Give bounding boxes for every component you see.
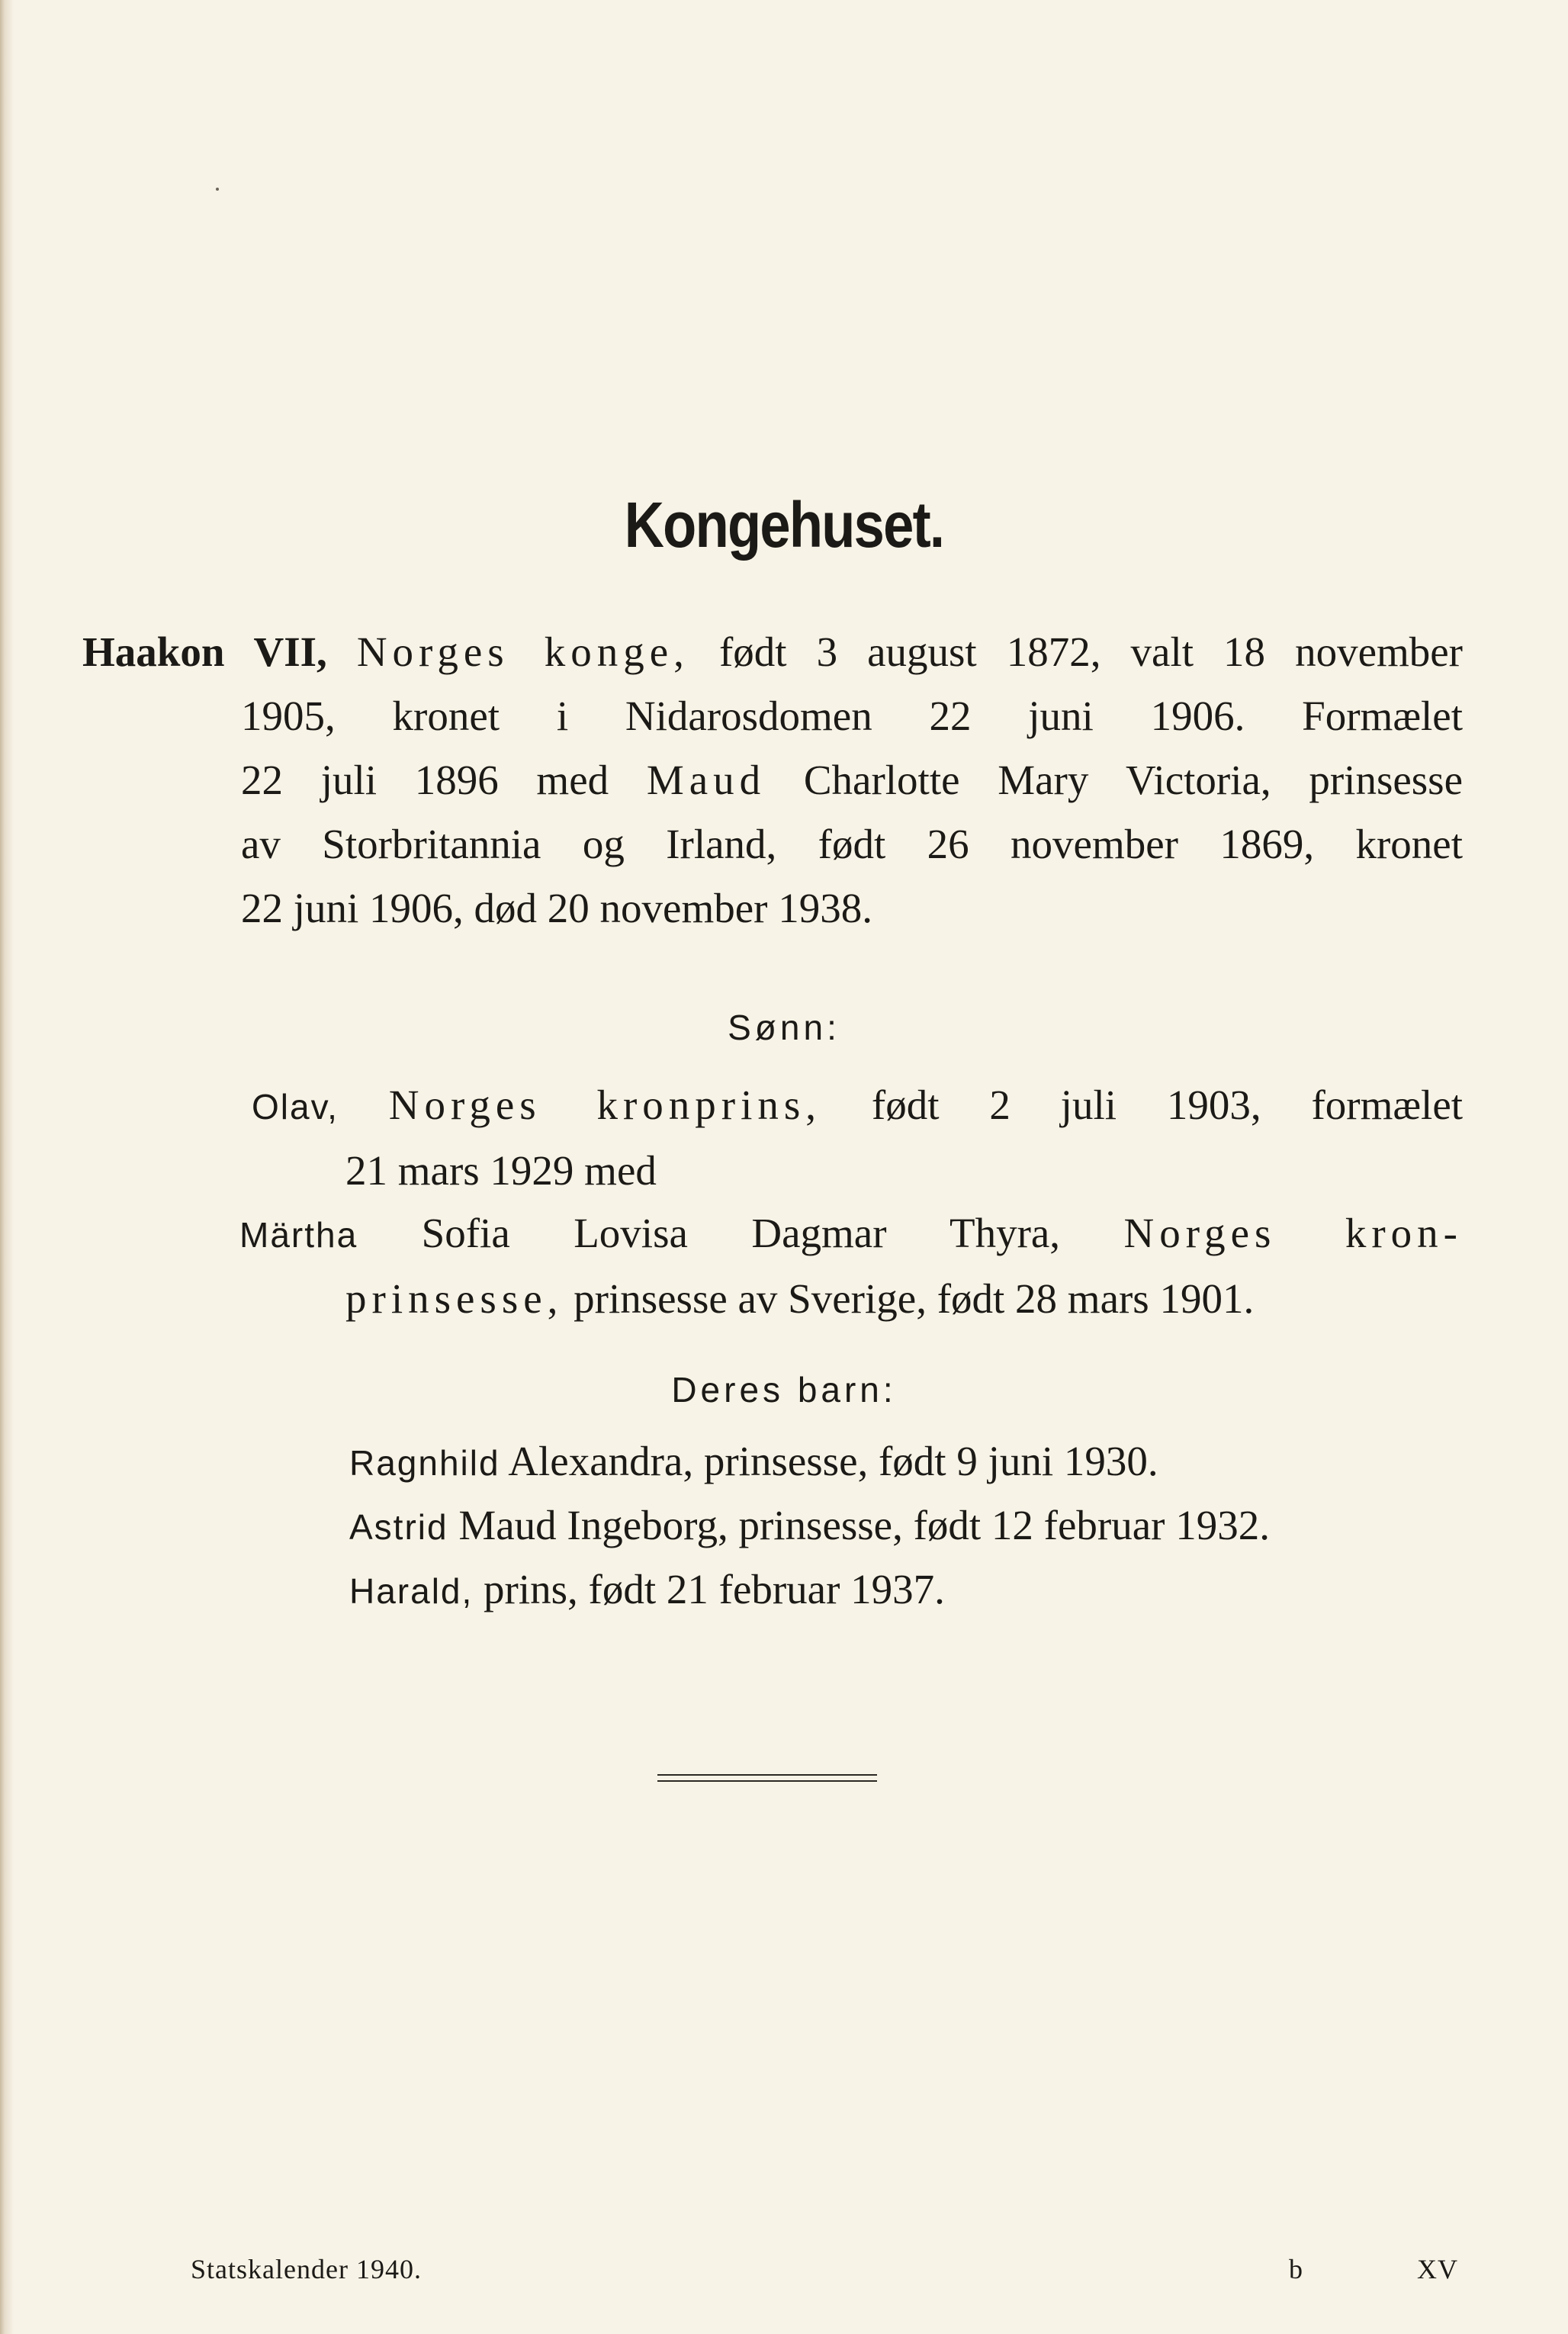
queen-name: Maud [646,757,766,803]
divider-rule-top [657,1774,877,1776]
children-heading: Deres barn: [671,1370,897,1410]
spouse-title-part2: prinsesse, [345,1275,564,1322]
spouse-title-part1: Norges kron- [1123,1210,1463,1256]
child-ragnhild: Ragnhild Alexandra, prinsesse, født 9 juni 1930. [349,1438,1158,1484]
page-title: Kongehuset. [624,489,944,561]
king-entry [82,620,1463,940]
divider-rule-bottom [657,1780,877,1782]
page-edge [0,0,14,2334]
king-line-4: av Storbritannia og Irland, født 26 november 1869, kronet [241,821,1463,867]
spouse-line-2: prinsesse, prinsesse av Sverige, født 28 mars 1901. [345,1275,1255,1322]
son-line-2: 21 mars 1929 med [345,1147,657,1194]
son-entry [252,1073,1463,1203]
child-harald: Harald, prins, født 21 februar 1937. [349,1566,945,1612]
child-astrid: Astrid Maud Ingeborg, prinsesse, født 12 februar 1932. [349,1502,1270,1548]
son-title: Norges kronprins, [388,1082,822,1128]
footer-page-number: XV [1417,2254,1458,2284]
son-heading: Sønn: [728,1008,840,1047]
son-name: Olav, [252,1087,339,1127]
king-line-2: 1905, kronet i Nidarosdomen 22 juni 1906. Formælet [241,693,1463,739]
child-name: Astrid [349,1507,448,1547]
spouse-entry [239,1201,1463,1331]
son-line-1: Olav, Norges kronprins, født 2 juli 1903, formælet [252,1082,1464,1128]
print-speck [216,188,219,191]
king-line-3: 22 juli 1896 med Maud Charlotte Mary Victoria, prinsesse [241,757,1463,803]
footer-signature-mark: b [1289,2254,1303,2284]
king-line-5: 22 juni 1906, død 20 november 1938. [241,885,872,931]
king-name: Haakon VII, [82,629,327,675]
spouse-name: Märtha [239,1215,358,1255]
king-line-1: Haakon VII, Norges konge, født 3 august 1872, valt 18 november [82,629,1463,675]
king-title: Norges konge, [356,629,689,675]
spouse-line-1: Märtha Sofia Lovisa Dagmar Thyra, Norges kron- [239,1210,1463,1256]
footer-publication: Statskalender 1940. [191,2254,422,2284]
child-name: Ragnhild [349,1443,500,1483]
child-name: Harald, [349,1571,474,1611]
